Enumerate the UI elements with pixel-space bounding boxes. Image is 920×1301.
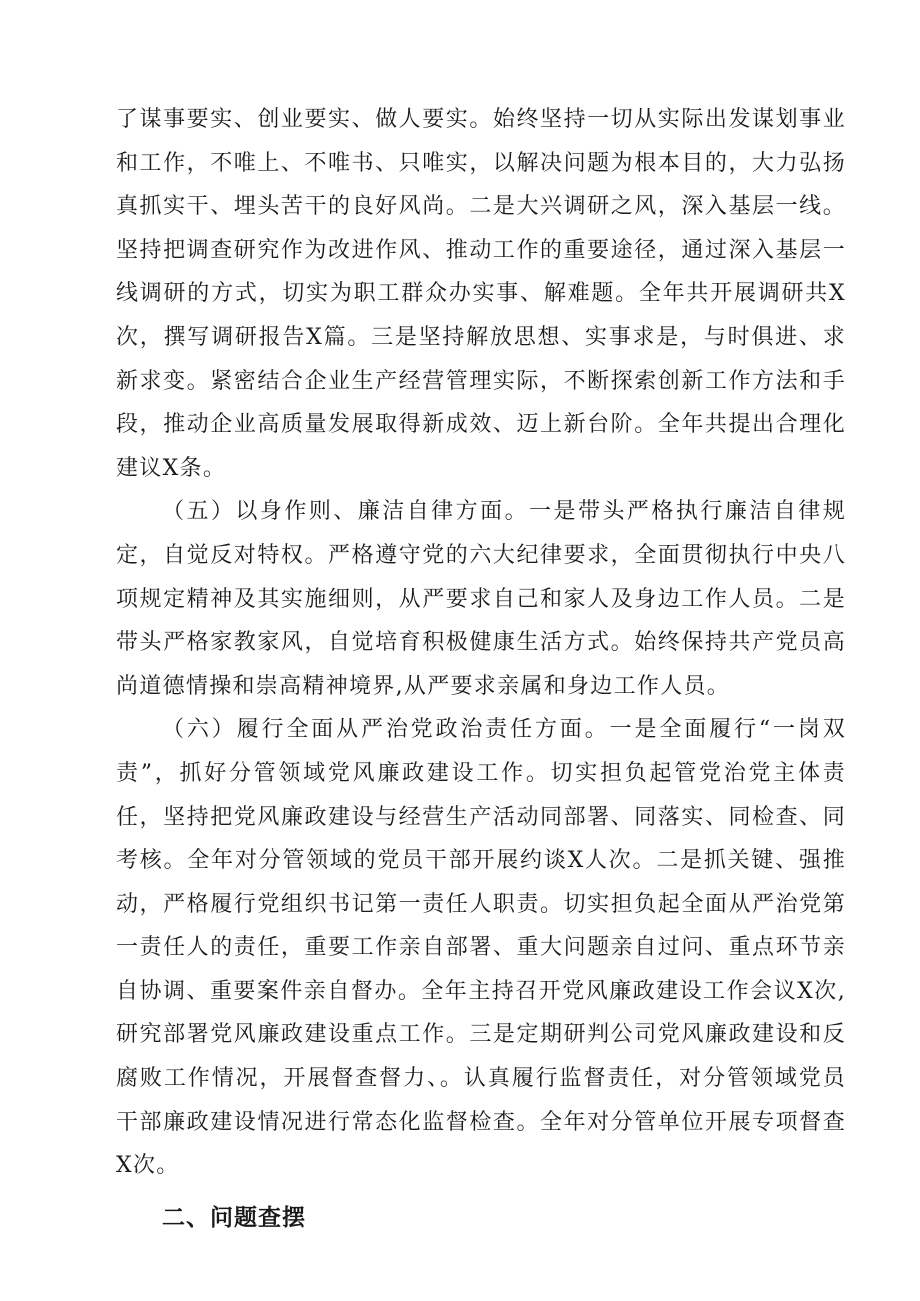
section-heading: 二、问题查摆 (162, 1204, 306, 1231)
paragraph-section-5: （五）以身作则、廉洁自律方面。一是带头严格执行廉洁自律规定，自觉反对特权。严格遵守党的六大纪律要求，全面贯彻执行中央八项规定精神及其实施细则，从严要求自己和家人及身边工作人员。二是带头严格家教家风，自觉培育积极健康生活方式。始终保持共产党员高尚道德情操和崇高精神境界,从严要求亲属和身边工作人员。 (116, 499, 846, 699)
paragraph-section-6: （六）履行全面从严治党政治责任方面。一是全面履行“一岗双责”，抓好分管领域党风廉政建设工作。切实担负起管党治党主体责任，坚持把党风廉政建设与经营生产活动同部署、同落实、同检查、同考核。全年对分管领域的党员干部开展约谈X人次。二是抓关键、强推动，严格履行党组织书记第一责任人职责。切实担负起全面从严治党第一责任人的责任，重要工作亲自部署、重大问题亲自过问、重点环节亲自协调、重要案件亲自督办。全年主持召开党风廉政建设工作会议X次,研究部署党风廉政建设重点工作。三是定期研判公司党风廉政建设和反腐败工作情况，开展督查督力、。认真履行监督责任，对分管领域党员干部廉政建设情况进行常态化监督检查。全年对分管单位开展专项督查X次。 (116, 717, 846, 1179)
document-body (116, 98, 846, 1240)
paragraph-continuation: 了谋事要实、创业要实、做人要实。始终坚持一切从实际出发谋划事业和工作，不唯上、不唯书、只唯实，以解决问题为根本目的，大力弘扬真抓实干、埋头苦干的良好风尚。二是大兴调研之风，深入基层一线。坚持把调查研究作为改进作风、推动工作的重要途径，通过深入基层一线调研的方式，切实为职工群众办实事、解难题。全年共开展调研共X次，撰写调研报告X篇。三是坚持解放思想、实事求是，与时俱进、求新求变。紧密结合企业生产经营管理实际，不断探索创新工作方法和手段，推动企业高质量发展取得新成效、迈上新台阶。全年共提出合理化建议X条。 (116, 107, 846, 481)
